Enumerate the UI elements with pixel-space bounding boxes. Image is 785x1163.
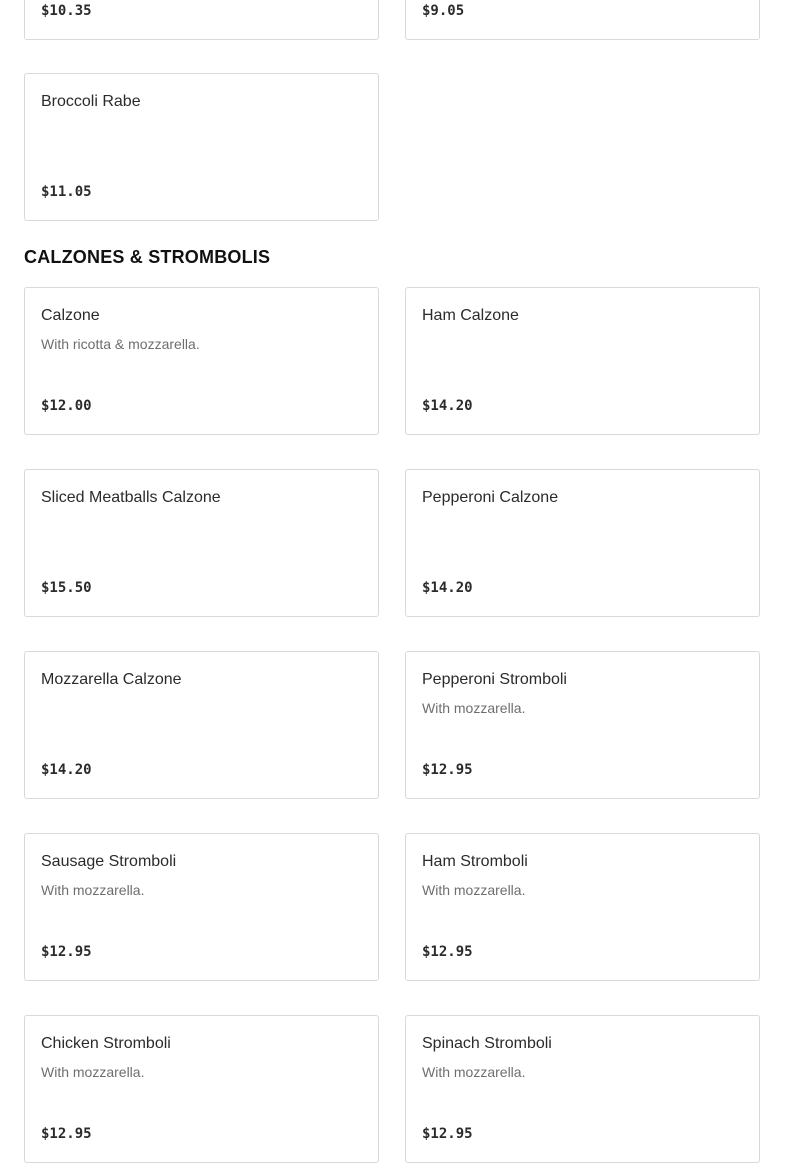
item-name: Mozzarella Calzone <box>41 671 182 688</box>
item-price: $9.05 <box>422 3 465 19</box>
menu-item-card[interactable] <box>405 651 760 799</box>
item-name: Ham Calzone <box>422 307 519 324</box>
item-price: $12.95 <box>422 1126 473 1142</box>
item-name: Ham Stromboli <box>422 853 528 870</box>
section-title: CALZONES & STROMBOLIS <box>24 247 271 267</box>
item-price: $12.00 <box>41 398 92 414</box>
item-name: Chicken Stromboli <box>41 1035 171 1052</box>
menu-item-card[interactable] <box>24 0 379 40</box>
item-price: $14.20 <box>41 762 92 778</box>
item-price: $14.20 <box>422 580 473 596</box>
menu-item-card[interactable] <box>405 1015 760 1163</box>
item-name: Calzone <box>41 307 100 324</box>
item-price: $12.95 <box>422 762 473 778</box>
menu-item-card[interactable] <box>24 73 379 221</box>
menu-item-card[interactable] <box>24 469 379 617</box>
menu-item-card[interactable] <box>24 1015 379 1163</box>
item-price: $11.05 <box>41 184 92 200</box>
item-description: With mozzarella. <box>422 700 526 716</box>
item-price: $12.95 <box>41 944 92 960</box>
menu-item-card[interactable] <box>405 0 760 40</box>
item-name: Pepperoni Stromboli <box>422 671 567 688</box>
item-description: With ricotta & mozzarella. <box>41 336 200 352</box>
item-description: With mozzarella. <box>422 1064 526 1080</box>
item-name: Spinach Stromboli <box>422 1035 552 1052</box>
menu-item-card[interactable] <box>405 469 760 617</box>
item-name: Pepperoni Calzone <box>422 489 559 506</box>
item-description: With mozzarella. <box>422 882 526 898</box>
menu-item-card[interactable] <box>24 833 379 981</box>
item-description: With mozzarella. <box>41 882 145 898</box>
item-price: $12.95 <box>41 1126 92 1142</box>
item-price: $10.35 <box>41 3 92 19</box>
item-price: $14.20 <box>422 398 473 414</box>
item-price: $15.50 <box>41 580 92 596</box>
item-name: Sliced Meatballs Calzone <box>41 489 221 506</box>
menu-item-card[interactable] <box>405 833 760 981</box>
item-price: $12.95 <box>422 944 473 960</box>
menu-item-card[interactable] <box>24 287 379 435</box>
item-description: With mozzarella. <box>41 1064 145 1080</box>
menu-item-card[interactable] <box>405 287 760 435</box>
menu-item-card[interactable] <box>24 651 379 799</box>
item-name: Broccoli Rabe <box>41 93 141 110</box>
item-name: Sausage Stromboli <box>41 853 177 870</box>
